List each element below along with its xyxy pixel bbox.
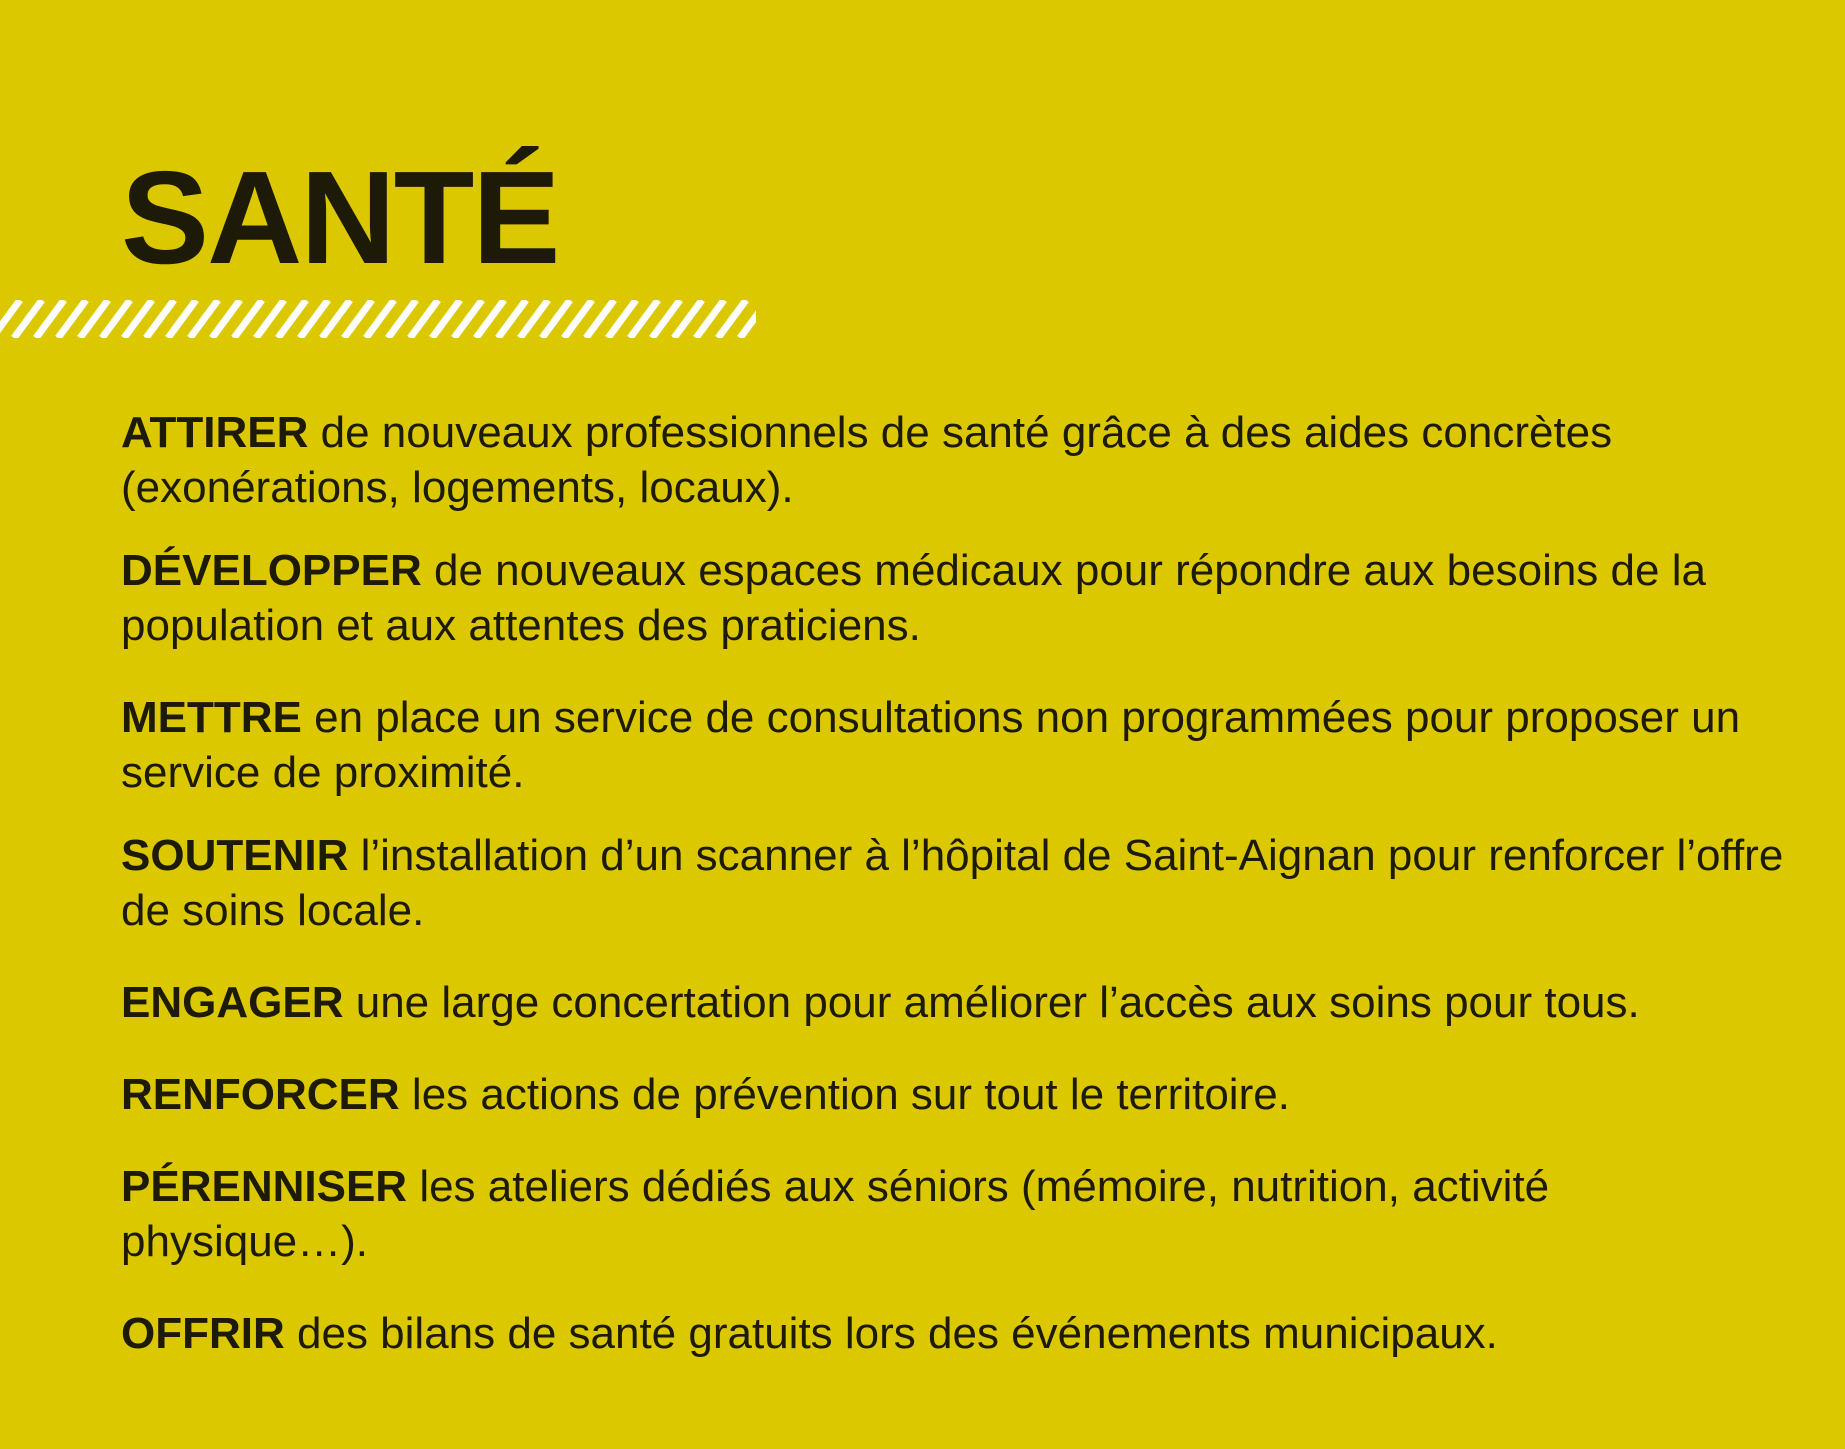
list-item bbox=[121, 690, 1801, 800]
decorative-stripes bbox=[0, 300, 756, 338]
item-text: les actions de prévention sur tout le territoire. bbox=[411, 1070, 1290, 1119]
item-verb: METTRE bbox=[121, 693, 302, 742]
item-verb: DÉVELOPPER bbox=[121, 546, 422, 595]
item-text: une large concertation pour améliorer l’accès aux soins pour tous. bbox=[355, 978, 1640, 1027]
item-text: de nouveaux professionnels de santé grâce à des aides concrètes (exonérations, logements, locaux). bbox=[121, 408, 1613, 512]
list-item bbox=[121, 975, 1801, 1030]
item-text: de nouveaux espaces médicaux pour répondre aux besoins de la population et aux attentes des praticiens. bbox=[121, 546, 1706, 650]
list-item bbox=[121, 405, 1801, 515]
item-verb: PÉRENNISER bbox=[121, 1162, 408, 1211]
item-text: des bilans de santé gratuits lors des événements municipaux. bbox=[297, 1309, 1498, 1358]
item-text: les ateliers dédiés aux séniors (mémoire, nutrition, activité physique…). bbox=[121, 1162, 1550, 1266]
item-text: en place un service de consultations non programmées pour proposer un service de proximité. bbox=[121, 693, 1741, 797]
list-item bbox=[121, 1159, 1801, 1269]
page-title: SANTÉ bbox=[121, 144, 559, 291]
item-verb: RENFORCER bbox=[121, 1070, 400, 1119]
list-item bbox=[121, 1306, 1801, 1361]
stripe-group bbox=[0, 300, 756, 338]
item-verb: ENGAGER bbox=[121, 978, 344, 1027]
health-measures-list bbox=[121, 405, 1801, 1361]
item-verb: OFFRIR bbox=[121, 1309, 285, 1358]
list-item bbox=[121, 1067, 1801, 1122]
list-item bbox=[121, 543, 1801, 653]
item-verb: ATTIRER bbox=[121, 408, 309, 457]
item-text: l’installation d’un scanner à l’hôpital de Saint-Aignan pour renforcer l’offre de soins locale. bbox=[121, 831, 1784, 935]
list-item bbox=[121, 828, 1801, 938]
item-verb: SOUTENIR bbox=[121, 831, 349, 880]
